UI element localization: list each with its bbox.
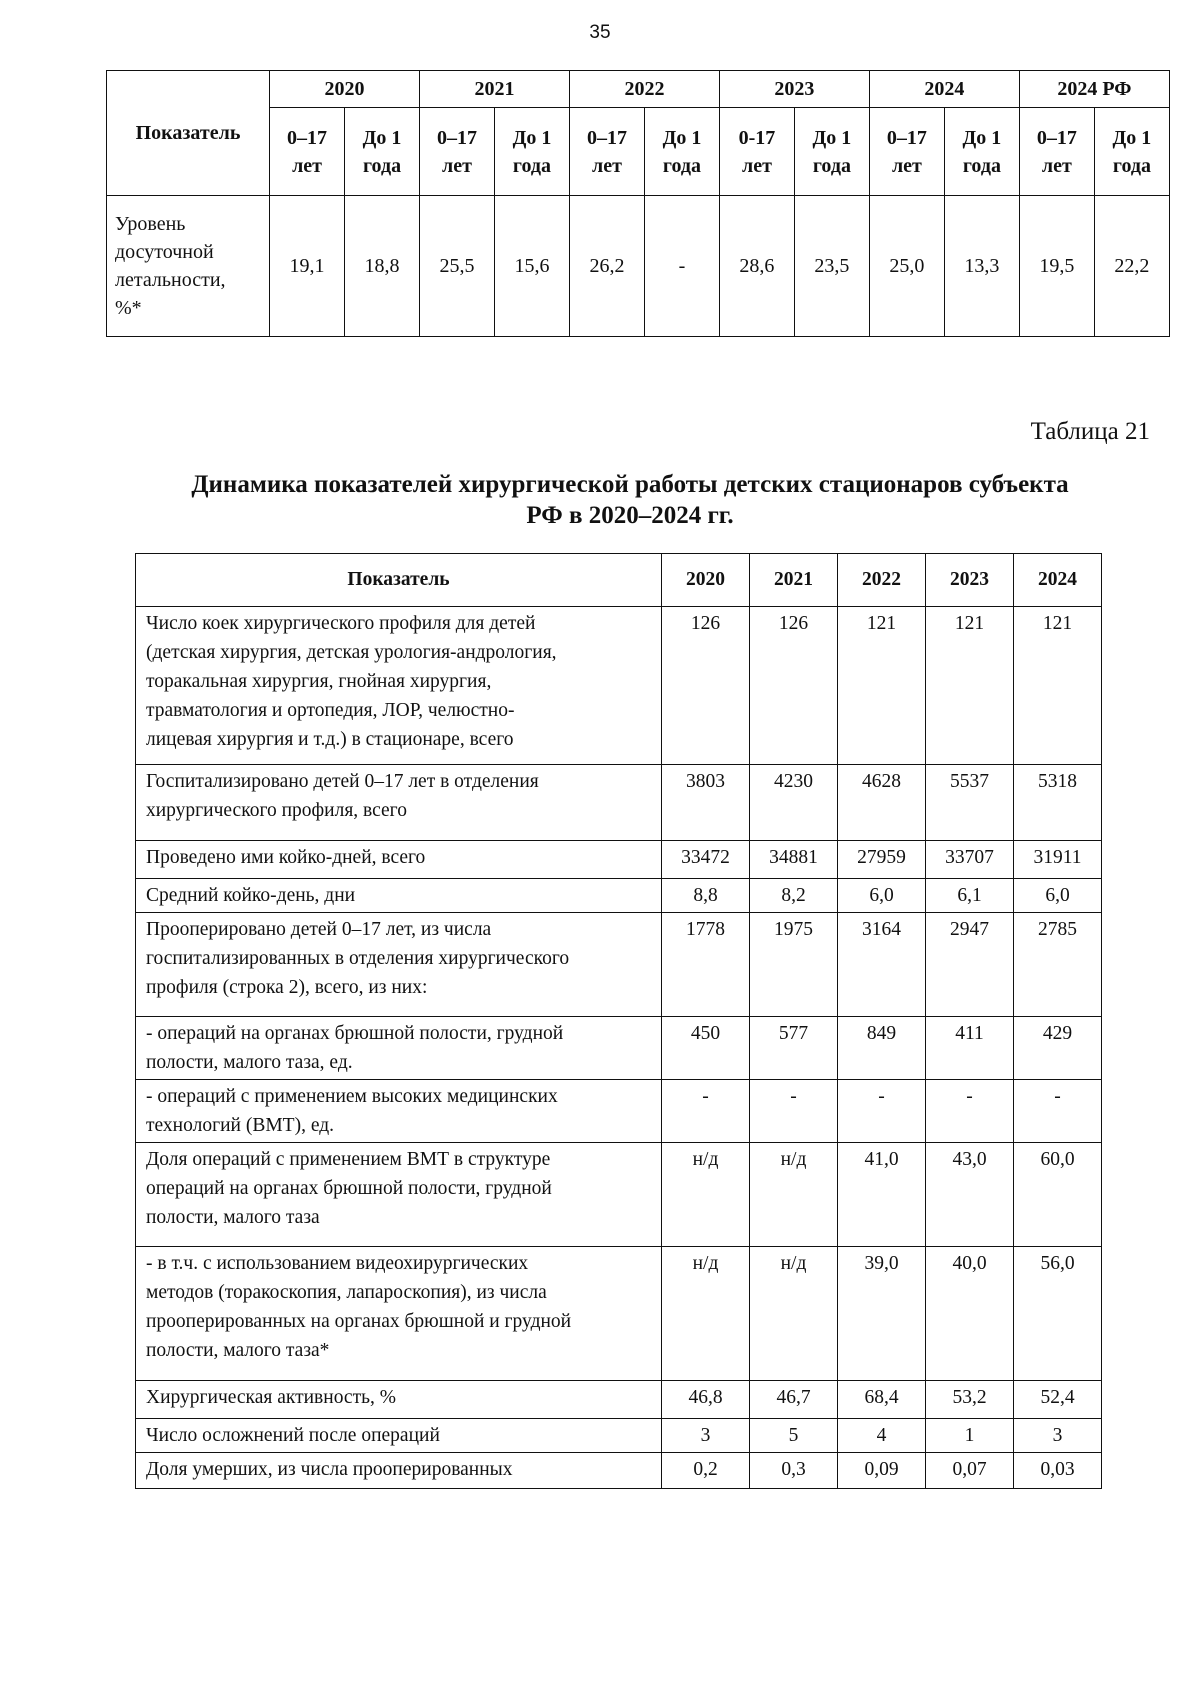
subheader-under-1-year [345,108,420,196]
table-cell: 0,3 [750,1453,838,1489]
label-line: травматология и ортопедия, ЛОР, челюстно- [146,700,515,721]
subheader-line: лет [741,154,772,177]
table-cell: 1778 [662,913,750,1017]
subheader-line: года [962,154,1001,177]
label-line: полости, малого таза [146,1207,320,1228]
subheader-line: 0-17 [738,126,776,149]
row-label [136,765,662,841]
label-line: лицевая хирургия и т.д.) в стационаре, всего [146,729,514,750]
page-number: 35 [589,22,611,43]
label-line: хирургического профиля, всего [146,800,407,821]
table-cell: 6,1 [926,879,1014,913]
table-cell: 0,09 [838,1453,926,1489]
table-cell: - [662,1080,750,1143]
table-cell: 18,8 [345,196,420,337]
table-row [136,607,1102,765]
subheader-line: До 1 [812,126,852,149]
table-cell: 41,0 [838,1143,926,1247]
table-cell: 22,2 [1094,196,1169,337]
table-cell: - [1014,1080,1102,1143]
table-cell: 43,0 [926,1143,1014,1247]
subheader-line: лет [891,154,922,177]
row-label [136,841,662,879]
table-cell: 450 [662,1017,750,1080]
table-cell: 25,5 [420,196,495,337]
surgical-dynamics-table [135,553,1102,1489]
row-label [136,1080,662,1143]
label-line: (детская хирургия, детская урология-андрология, [146,642,557,663]
table-cell: 52,4 [1014,1381,1102,1419]
table-cell: 3164 [838,913,926,1017]
title-line: РФ в 2020–2024 гг. [526,502,734,529]
header-year: 2021 [420,71,570,108]
table-cell: - [750,1080,838,1143]
label-line: Доля операций с применением ВМТ в структуре [146,1149,551,1170]
table-cell: 126 [750,607,838,765]
table-cell: 0,03 [1014,1453,1102,1489]
table-cell: 5 [750,1419,838,1453]
subheader-line: До 1 [662,126,702,149]
header-year: 2024 РФ [1019,71,1169,108]
table-cell: 53,2 [926,1381,1014,1419]
table-cell: 8,8 [662,879,750,913]
label-line: технологий (ВМТ), ед. [146,1115,335,1136]
subheader-line: лет [292,154,322,177]
header-indicator: Показатель [107,71,270,196]
label-line: Средний койко-день, дни [146,885,356,906]
table-cell: 28,6 [719,196,794,337]
row-label [136,879,662,913]
table-cell: 3 [1014,1419,1102,1453]
row-label [136,913,662,1017]
table-cell: 26,2 [569,196,644,337]
table-cell: 8,2 [750,879,838,913]
table-row [136,1143,1102,1247]
table-cell: 46,7 [750,1381,838,1419]
row-label [136,1381,662,1419]
subheader-line: До 1 [362,126,402,149]
row-label-lethality [107,196,270,337]
label-line: прооперированных на органах брюшной и грудной [146,1311,572,1332]
table-cell: 6,0 [838,879,926,913]
table-cell: - [926,1080,1014,1143]
table-cell: 1975 [750,913,838,1017]
subheader-under-1-year [644,108,719,196]
subheader-under-1-year [794,108,869,196]
row-label [136,1419,662,1453]
table-row [136,1419,1102,1453]
subheader-line: 0–17 [886,126,927,149]
label-line: Прооперировано детей 0–17 лет, из числа [146,919,492,940]
table-cell: - [644,196,719,337]
table-row [136,1017,1102,1080]
table-cell: 849 [838,1017,926,1080]
header-year: 2024 [869,71,1019,108]
table-cell: 3803 [662,765,750,841]
subheader-line: 0–17 [1036,126,1077,149]
header-year: 2022 [838,554,926,607]
subheader-age-0-17 [719,108,794,196]
table-row [136,1381,1102,1419]
label-line: - операций на органах брюшной полости, грудной [146,1023,564,1044]
table-cell: 23,5 [794,196,869,337]
table-cell: 3 [662,1419,750,1453]
subheader-age-0-17 [270,108,345,196]
table-row [136,765,1102,841]
table-cell: 577 [750,1017,838,1080]
table-cell: 46,8 [662,1381,750,1419]
table-cell: 19,5 [1019,196,1094,337]
row-label [136,607,662,765]
table-cell: н/д [662,1143,750,1247]
table-cell: 19,1 [270,196,345,337]
table-cell: 4628 [838,765,926,841]
table-cell: 6,0 [1014,879,1102,913]
row-label [136,1453,662,1489]
label-line: Доля умерших, из числа прооперированных [146,1459,513,1480]
table-cell: 5318 [1014,765,1102,841]
table-cell: 4230 [750,765,838,841]
subheader-line: года [812,154,851,177]
label-line: операций на органах брюшной полости, грудной [146,1178,552,1199]
subheader-line: года [662,154,701,177]
row-label [136,1247,662,1381]
table-row [136,1080,1102,1143]
table-cell: 34881 [750,841,838,879]
subheader-line: 0–17 [436,126,477,149]
table-cell: 15,6 [494,196,569,337]
subheader-age-0-17 [869,108,944,196]
lethality-table [106,70,1170,337]
label-line: методов (торакоскопия, лапароскопия), из числа [146,1282,547,1303]
label-line: Число осложнений после операций [146,1425,440,1446]
table-row [136,1453,1102,1489]
label-line: профиля (строка 2), всего, из них: [146,977,428,998]
header-year: 2023 [926,554,1014,607]
subheader-line: До 1 [512,126,552,149]
label-line: Проведено ими койко-дней, всего [146,847,426,868]
table-cell: н/д [750,1247,838,1381]
table-cell: - [838,1080,926,1143]
table-cell: 2947 [926,913,1014,1017]
row-label [136,1143,662,1247]
header-year: 2020 [270,71,420,108]
table-cell: 60,0 [1014,1143,1102,1247]
table-cell: 4 [838,1419,926,1453]
table-row [136,1247,1102,1381]
label-line: летальности, [115,269,226,291]
table-cell: 31911 [1014,841,1102,879]
header-year: 2021 [750,554,838,607]
header-indicator: Показатель [136,554,662,607]
table-cell: н/д [662,1247,750,1381]
subheader-line: 0–17 [287,126,328,149]
header-year: 2024 [1014,554,1102,607]
table-cell: н/д [750,1143,838,1247]
subheader-line: До 1 [1112,126,1152,149]
label-line: Госпитализировано детей 0–17 лет в отделения [146,771,539,792]
subheader-line: 0–17 [586,126,627,149]
label-line: полости, малого таза* [146,1340,330,1361]
label-line: Уровень [115,213,186,235]
table-cell: 0,2 [662,1453,750,1489]
table-title [110,469,1150,531]
label-line: полости, малого таза, ед. [146,1052,353,1073]
table-cell: 39,0 [838,1247,926,1381]
label-line: Хирургическая активность, % [146,1387,396,1408]
label-line: госпитализированных в отделения хирургического [146,948,570,969]
label-line: торакальная хирургия, гнойная хирургия, [146,671,492,692]
table-cell: 5537 [926,765,1014,841]
table-cell: 56,0 [1014,1247,1102,1381]
table-cell: 33472 [662,841,750,879]
title-line: Динамика показателей хирургической работы детских стационаров субъекта [191,471,1069,498]
header-year: 2022 [569,71,719,108]
table-row [136,913,1102,1017]
table-cell: 121 [1014,607,1102,765]
subheader-line: года [1112,154,1151,177]
subheader-under-1-year [494,108,569,196]
table-cell: 40,0 [926,1247,1014,1381]
subheader-line: До 1 [962,126,1002,149]
table-cell: 126 [662,607,750,765]
table-cell: 25,0 [869,196,944,337]
header-year: 2020 [662,554,750,607]
table-cell: 121 [926,607,1014,765]
table-row [136,879,1102,913]
subheader-line: лет [442,154,472,177]
label-line: Число коек хирургического профиля для детей [146,613,536,634]
table-cell: 0,07 [926,1453,1014,1489]
table-cell: 2785 [1014,913,1102,1017]
table-row [136,841,1102,879]
subheader-under-1-year [1094,108,1169,196]
table-cell: 429 [1014,1017,1102,1080]
table-number: Таблица 21 [1030,418,1150,445]
subheader-line: года [362,154,402,177]
subheader-line: лет [592,154,622,177]
table-cell: 121 [838,607,926,765]
label-line: - операций с применением высоких медицинских [146,1086,558,1107]
header-year: 2023 [719,71,869,108]
subheader-line: года [512,154,552,177]
subheader-line: лет [1041,154,1072,177]
table-cell: 68,4 [838,1381,926,1419]
table-cell: 1 [926,1419,1014,1453]
row-label [136,1017,662,1080]
table-cell: 411 [926,1017,1014,1080]
table-cell: 33707 [926,841,1014,879]
subheader-age-0-17 [1019,108,1094,196]
subheader-age-0-17 [420,108,495,196]
label-line: - в т.ч. с использованием видеохирургических [146,1253,529,1274]
label-line: досуточной [115,241,214,263]
table-cell: 27959 [838,841,926,879]
subheader-age-0-17 [569,108,644,196]
label-line: %* [115,297,142,319]
subheader-under-1-year [944,108,1019,196]
table-cell: 13,3 [944,196,1019,337]
